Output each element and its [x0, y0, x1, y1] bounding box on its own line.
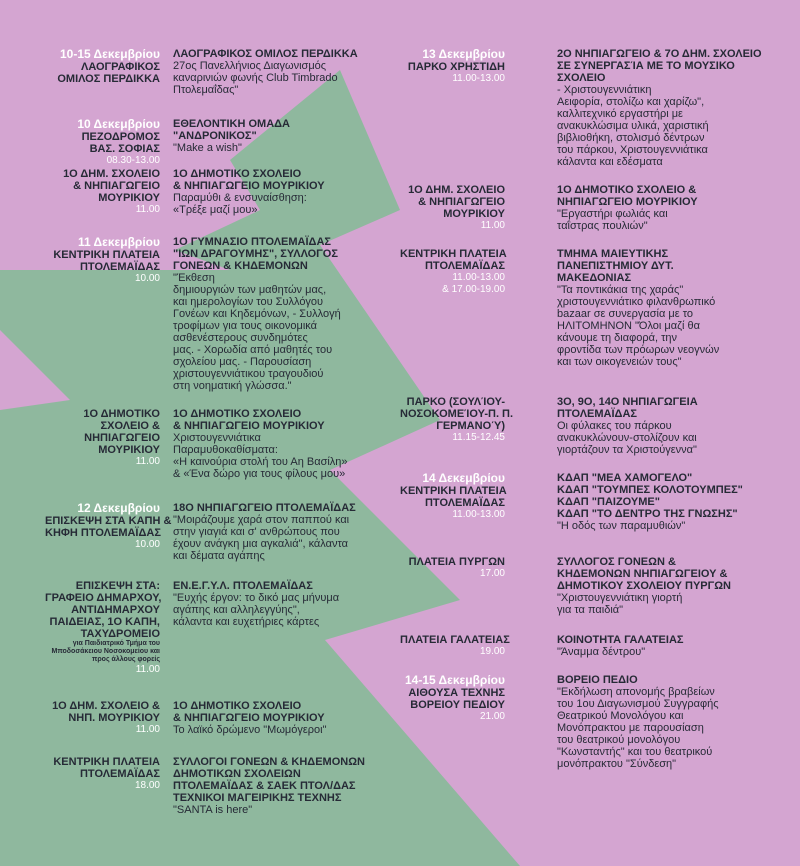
- event-organizer: 18Ο ΝΗΠΙΑΓΩΓΕΙΟ ΠΤΟΛΕΜΑΪΔΑΣ: [173, 502, 356, 514]
- event-organizer: 1Ο ΔΗΜΟΤΙΚΟ ΣΧΟΛΕΙΟ: [173, 408, 302, 420]
- event-description: ταΐστρας πουλιών": [557, 220, 648, 232]
- event-place: ΓΡΑΦΕΙΟ ΔΗΜΑΡΧΟΥ,: [45, 592, 162, 604]
- event-date: 12 Δεκεμβρίου: [77, 501, 160, 515]
- event-organizer: ΚΗΔΕΜΟΝΩΝ ΝΗΠΙΑΓΩΓΕΙΟΥ &: [557, 568, 728, 580]
- event-time: 11.00: [135, 204, 160, 215]
- event-place: & ΝΗΠΙΑΓΩΓΕΙΟ: [418, 196, 505, 208]
- event-description: Θεατρικού Μονολόγου και: [557, 710, 684, 722]
- event-description: Το λαϊκό δρώμενο "Μωμόγεροι": [173, 724, 327, 736]
- event-place: ΓΕΡΜΑΝΟΎ): [436, 420, 505, 432]
- event-date: 14 Δεκεμβρίου: [422, 471, 505, 485]
- event-description: & «Ένα δώρο για τους φίλους μου»: [173, 468, 346, 480]
- event-description: αγάπης και αλληλεγγύης",: [173, 604, 300, 616]
- event-time: 18.00: [134, 780, 160, 791]
- event-details: [173, 756, 365, 816]
- event-details: [557, 674, 719, 770]
- event-place: ΜΟΥΡΙΚΙΟΥ: [443, 208, 505, 220]
- event-where-when: [45, 118, 160, 167]
- event-where-when: [400, 48, 505, 85]
- event-organizer: & ΝΗΠΙΑΓΩΓΕΙΟ ΜΟΥΡΙΚΙΟΥ: [173, 712, 325, 724]
- event-organizer: ΚΔΑΠ "ΤΟΥΜΠΕΣ ΚΟΛΟΤΟΥΜΠΕΣ": [557, 484, 743, 496]
- event-description: δημιουργιών των μαθητών μας,: [173, 284, 327, 296]
- event-organizer: ΝΗΠΙΑΓΩΓΕΙΟ ΜΟΥΡΙΚΙΟΥ: [557, 196, 698, 208]
- event-place: ΟΜΙΛΟΣ ΠΕΡΔΙΚΚΑ: [57, 73, 160, 85]
- event-note: προς άλλους φορείς: [91, 656, 160, 663]
- event-organizer: ΚΔΑΠ "ΜΕΑ ΧΑΜΟΓΕΛΟ": [557, 472, 693, 484]
- event-description: κάνουμε τη διαφορά, την: [557, 332, 678, 344]
- event-details: [173, 236, 341, 392]
- event-place: ΠΑΙΔΕΙΑΣ, 1Ο ΚΑΠΗ,: [49, 616, 160, 628]
- event-where-when: [45, 580, 160, 676]
- event-description: χριστουγεννιάτικο φιλανθρωπικό: [557, 296, 716, 308]
- event-place: ΑΙΘΟΥΣΑ ΤΕΧΝΗΣ: [408, 687, 505, 699]
- event-description: "Ευχής έργον: το δικό μας μήνυμα: [173, 592, 340, 604]
- event-place: ΠΤΟΛΕΜΑΪΔΑΣ: [79, 261, 160, 273]
- event-description: "Έκθεση: [173, 272, 215, 284]
- event-description: «Τρέξε μαζί μου»: [173, 204, 258, 216]
- event-organizer: ΚΔΑΠ "ΤΟ ΔΕΝΤΡΟ ΤΗΣ ΓΝΩΣΗΣ": [557, 508, 738, 520]
- event-organizer: ΣΧΟΛΕΙΟ: [557, 72, 606, 84]
- event-organizer: 1Ο ΔΗΜΟΤΙΚΟ ΣΧΟΛΕΙΟ: [173, 700, 302, 712]
- event-place: ΕΠΙΣΚΕΨΗ ΣΤΑ ΚΑΠΗ &: [45, 515, 172, 527]
- event-note: για Παιδιατρικό Τμήμα του: [72, 640, 160, 647]
- event-organizer: ΕΝ.Ε.Γ.Υ.Λ. ΠΤΟΛΕΜΑΪΔΑΣ: [173, 580, 313, 592]
- event-description: "Make a wish": [173, 142, 242, 154]
- event-where-when: [45, 408, 160, 468]
- event-description: του 1ου Διαγωνισμού Συγγραφής: [557, 698, 719, 710]
- event-time: & 17.00-19.00: [442, 284, 505, 295]
- event-where-when: [400, 556, 505, 580]
- event-time: 11.00: [135, 456, 160, 467]
- event-organizer: ΚΟΙΝΟΤΗΤΑ ΓΑΛΑΤΕΙΑΣ: [557, 634, 684, 646]
- event-details: [173, 580, 339, 628]
- event-description: και δέματα αγάπης: [173, 550, 265, 562]
- event-details: [557, 556, 731, 616]
- event-time: 10.00: [134, 273, 160, 284]
- event-description: γιορτάζουν τα Χριστούγεννα": [557, 444, 697, 456]
- event-date: 13 Δεκεμβρίου: [422, 47, 505, 61]
- event-place: ΚΕΝΤΡΙΚΗ ΠΛΑΤΕΙΑ: [400, 485, 507, 497]
- event-place: ΝΟΣΟΚΟΜΕΊΟΥ-Π. Π.: [400, 408, 514, 420]
- event-description: τροφίμων για τους οικονομικά: [173, 320, 317, 332]
- event-where-when: [45, 168, 160, 216]
- event-organizer: 1Ο ΓΥΜΝΑΣΙΟ ΠΤΟΛΕΜΑΪΔΑΣ: [173, 236, 332, 248]
- event-details: [557, 184, 698, 232]
- event-description: φροντίδα των πρόωρων νεογνών: [557, 344, 720, 356]
- event-description: του θεατρικού μονολόγου: [557, 734, 681, 746]
- event-organizer: 1Ο ΔΗΜΟΤΙΚΟ ΣΧΟΛΕΙΟ &: [557, 184, 697, 196]
- event-place: ΚΗΦΗ ΠΤΟΛΕΜΑΪΔΑΣ: [45, 527, 161, 539]
- event-organizer: ΠΤΟΛΕΜΑΪΔΑΣ & ΣΑΕΚ ΠΤΟΛ/ΔΑΣ: [173, 780, 356, 792]
- event-description: "Κωνσταντής" και του θεατρικού: [557, 746, 713, 758]
- event-details: [173, 408, 348, 480]
- event-place: ΤΑΧΥΔΡΟΜΕΙΟ: [80, 628, 160, 640]
- event-details: [173, 700, 326, 736]
- event-organizer: ΓΟΝΕΩΝ & ΚΗΔΕΜΟΝΩΝ: [173, 260, 308, 272]
- event-time: 10.00: [134, 539, 160, 550]
- event-description: Μονόπρακτου με παρουσίαση: [557, 722, 704, 734]
- event-where-when: [400, 674, 505, 723]
- event-description: "Χριστουγεννιάτικη γιορτή: [557, 592, 683, 604]
- event-description: καλλιτεχνικό εργαστήρι με: [557, 108, 683, 120]
- event-organizer: & ΝΗΠΙΑΓΩΓΕΙΟ ΜΟΥΡΙΚΙΟΥ: [173, 420, 325, 432]
- event-time: 11.00-13.00: [452, 73, 505, 84]
- event-description: Παραμυθοκαθίσματα:: [173, 444, 278, 456]
- event-organizer: ΠΑΝΕΠΙΣΤΗΜΙΟΥ ΔΥΤ.: [557, 260, 674, 272]
- event-where-when: [400, 248, 505, 296]
- event-place: ΒΟΡΕΙΟΥ ΠΕΔΙΟΥ: [410, 699, 505, 711]
- event-place: 1Ο ΔΗΜ. ΣΧΟΛΕΙΟ &: [52, 700, 160, 712]
- event-place: ΚΕΝΤΡΙΚΗ ΠΛΑΤΕΙΑ: [400, 248, 507, 260]
- event-details: [557, 396, 698, 456]
- event-place: ΝΗΠ. ΜΟΥΡΙΚΙΟΥ: [68, 712, 160, 724]
- event-place: ΠΑΡΚΟ ΧΡΗΣΤΙΔΗ: [407, 61, 505, 73]
- event-description: για τα παιδιά": [557, 604, 624, 616]
- event-organizer: ΔΗΜΟΤΙΚΩΝ ΣΧΟΛΕΙΩΝ: [173, 768, 301, 780]
- event-place: 1Ο ΔΗΜΟΤΙΚΟ: [83, 408, 160, 420]
- event-where-when: [400, 472, 505, 521]
- event-organizer: ΚΔΑΠ "ΠΑΙΖΟΥΜΕ": [557, 496, 660, 508]
- event-place: ΝΗΠΙΑΓΩΓΕΙΟ: [84, 432, 160, 444]
- event-place: ΕΠΙΣΚΕΨΗ ΣΤΑ:: [75, 580, 160, 592]
- event-description: "Άναμμα δέντρου": [557, 646, 646, 658]
- event-date: 11 Δεκεμβρίου: [77, 235, 160, 249]
- event-organizer: ΛΑΟΓΡΑΦΙΚΟΣ ΟΜΙΛΟΣ ΠΕΡΔΙΚΚΑ: [173, 48, 358, 60]
- event-time: 08.30-13.00: [106, 155, 160, 166]
- event-place: ΚΕΝΤΡΙΚΗ ΠΛΑΤΕΙΑ: [53, 756, 160, 768]
- event-organizer: ΕΘΕΛΟΝΤΙΚΗ ΟΜΑΔΑ: [173, 118, 291, 130]
- event-description: "Εργαστήρι φωλιάς και: [557, 208, 668, 220]
- event-organizer: 3Ο, 9Ο, 14Ο ΝΗΠΙΑΓΩΓΕΙΑ: [557, 396, 698, 408]
- event-description: "Τα ποντικάκια της χαράς": [557, 284, 684, 296]
- event-organizer: ΔΗΜΟΤΙΚΟΥ ΣΧΟΛΕΙΟΥ ΠΥΡΓΩΝ: [557, 580, 731, 592]
- event-date: 14-15 Δεκεμβρίου: [404, 673, 505, 687]
- event-description: Οι φύλακες του πάρκου: [557, 420, 672, 432]
- event-description: κάλαντα και ευχετήριες κάρτες: [173, 616, 320, 628]
- event-time: 21.00: [479, 711, 505, 722]
- event-place: ΠΑΡΚΟ (ΣΟΥΛΊΟΥ-: [406, 396, 505, 408]
- event-details: [173, 48, 358, 96]
- event-description: σχολείου μας. - Παρουσίαση: [173, 356, 312, 368]
- event-place: ΣΧΟΛΕΙΟ &: [100, 420, 160, 432]
- event-description: στη νοηματική γλώσσα.": [173, 380, 292, 392]
- event-organizer: ΣΥΛΛΟΓΟΣ ΓΟΝΕΩΝ &: [557, 556, 676, 568]
- event-description: καναρινιών φωνής Club Timbrado: [173, 72, 338, 84]
- event-time: 11.00-13.00: [452, 272, 505, 283]
- event-details: [557, 634, 684, 658]
- event-where-when: [45, 236, 160, 285]
- event-description: ασθενέστερους συνδημότες: [173, 332, 308, 344]
- event-time: 11.15-12.45: [452, 432, 505, 443]
- event-details: [173, 502, 356, 562]
- event-place: ΛΑΟΓΡΑΦΙΚΟΣ: [80, 61, 160, 73]
- event-description: - Χριστουγεννιάτικη: [557, 84, 652, 96]
- event-where-when: [45, 700, 160, 736]
- event-organizer: ΤΕΧΝΙΚΟΙ ΜΑΓΕΙΡΙΚΗΣ ΤΕΧΝΗΣ: [173, 792, 342, 804]
- event-description: μας. - Χορωδία από μαθητές του: [173, 344, 333, 356]
- event-organizer: "ΙΩΝ ΔΡΑΓΟΥΜΗΣ", ΣΥΛΛΟΓΟΣ: [173, 248, 338, 260]
- event-description: Παραμύθι & ενσυναίσθηση:: [173, 192, 307, 204]
- event-description: βιβλιοθήκη, στολισμό δέντρων: [557, 132, 705, 144]
- event-date: 10 Δεκεμβρίου: [77, 117, 160, 131]
- event-where-when: [400, 396, 514, 444]
- event-time: 19.00: [479, 646, 505, 657]
- event-place: ΠΛΑΤΕΙΑ ΓΑΛΑΤΕΙΑΣ: [400, 634, 510, 646]
- event-organizer: 2Ο ΝΗΠΙΑΓΩΓΕΙΟ & 7Ο ΔΗΜ. ΣΧΟΛΕΙΟ: [557, 48, 762, 60]
- event-where-when: [45, 48, 160, 85]
- event-description: Χριστουγεννιάτικα: [173, 432, 261, 444]
- event-place: ΠΤΟΛΕΜΑΪΔΑΣ: [424, 260, 505, 272]
- event-where-when: [45, 501, 172, 551]
- event-description: Πτολεμαΐδας": [173, 84, 239, 96]
- event-organizer: 1Ο ΔΗΜΟΤΙΚΟ ΣΧΟΛΕΙΟ: [173, 168, 302, 180]
- event-place: ΚΕΝΤΡΙΚΗ ΠΛΑΤΕΙΑ: [53, 249, 160, 261]
- event-description: του πάρκου, Χριστουγεννιάτικα: [557, 144, 708, 156]
- event-description: "Εκδήλωση απονομής βραβείων: [557, 686, 715, 698]
- event-description: Γονέων και Κηδεμόνων, - Συλλογή: [173, 308, 341, 320]
- event-time: 11.00-13.00: [452, 509, 505, 520]
- event-description: "SANTA is here": [173, 804, 253, 816]
- event-where-when: [45, 756, 160, 792]
- event-description: "Μοιράζουμε χαρά στον παππού και: [173, 514, 350, 526]
- event-organizer: ΣΥΛΛΟΓΟΙ ΓΟΝΕΩΝ & ΚΗΔΕΜΟΝΩΝ: [173, 756, 365, 768]
- event-details: [173, 168, 325, 216]
- event-organizer: ΜΑΚΕΔΟΝΙΑΣ: [557, 272, 632, 284]
- event-where-when: [400, 184, 505, 232]
- event-description: στην γιαγιά και σ' ανθρώπους που: [173, 526, 340, 538]
- event-description: ανακυκλώσιμα υλικά, χαριστική: [557, 120, 709, 132]
- event-place: 1Ο ΔΗΜ. ΣΧΟΛΕΙΟ: [63, 168, 160, 180]
- event-place: 1Ο ΔΗΜ. ΣΧΟΛΕΙΟ: [408, 184, 505, 196]
- event-description: ανακυκλώνουν-στολίζουν και: [557, 432, 697, 444]
- event-description: "Η οδός των παραμυθιών": [557, 520, 686, 532]
- event-organizer: "ΑΝΔΡΟΝΙΚΟΣ": [173, 130, 257, 142]
- event-time: 17.00: [479, 568, 505, 579]
- event-place: ΠΤΟΛΕΜΑΪΔΑΣ: [424, 497, 505, 509]
- event-description: bazaar σε συνεργασία με το: [557, 308, 694, 320]
- event-organizer: ΒΟΡΕΙΟ ΠΕΔΙΟ: [557, 674, 638, 686]
- event-details: [173, 118, 290, 154]
- event-where-when: [400, 634, 510, 658]
- event-description: και ημερολογίων του Συλλόγου: [173, 296, 324, 308]
- event-organizer: ΠΤΟΛΕΜΑΪΔΑΣ: [557, 408, 638, 420]
- event-place: ΜΟΥΡΙΚΙΟΥ: [98, 192, 160, 204]
- event-place: ΠΛΑΤΕΙΑ ΠΥΡΓΩΝ: [408, 556, 505, 568]
- event-description: έχουν ανάγκη μια αγκαλιά", κάλαντα: [173, 538, 349, 550]
- event-organizer: ΣΕ ΣΥΝΕΡΓΑΣΊΑ ΜΕ ΤΟ ΜΟΥΣΙΚΟ: [557, 60, 735, 72]
- event-date: 10-15 Δεκεμβρίου: [59, 47, 160, 61]
- event-place: ΠΤΟΛΕΜΑΪΔΑΣ: [79, 768, 160, 780]
- event-place: ΒΑΣ. ΣΟΦΙΑΣ: [89, 143, 160, 155]
- event-time: 11.00: [135, 724, 160, 735]
- event-details: [557, 472, 743, 532]
- event-place: & ΝΗΠΙΑΓΩΓΕΙΟ: [73, 180, 160, 192]
- event-place: ΑΝΤΙΔΗΜΑΡΧΟΥ: [71, 604, 160, 616]
- event-details: [557, 48, 762, 168]
- event-description: χριστουγεννιάτικου τραγουδιού: [173, 368, 324, 380]
- event-organizer: & ΝΗΠΙΑΓΩΓΕΙΟ ΜΟΥΡΙΚΙΟΥ: [173, 180, 325, 192]
- event-details: [557, 248, 719, 368]
- event-place: ΜΟΥΡΙΚΙΟΥ: [98, 444, 160, 456]
- event-description: και των οικογενειών τους": [557, 356, 682, 368]
- event-time: 11.00: [480, 220, 505, 231]
- event-place: ΠΕΖΟΔΡΟΜΟΣ: [81, 131, 160, 143]
- event-description: μονόπρακτου "Σύνδεση": [557, 758, 677, 770]
- event-description: 27ος Πανελλήνιος Διαγωνισμός: [173, 60, 327, 72]
- event-time: 11.00: [135, 664, 160, 675]
- event-description: «Η καινούρια στολή του Αη Βασίλη»: [173, 456, 348, 468]
- event-description: ΗΛΙΤΟΜΗΝΟΝ "Όλοι μαζί θα: [557, 320, 700, 332]
- event-description: Αειφορία, στολίζω και χαρίζω",: [557, 96, 705, 108]
- event-organizer: ΤΜΗΜΑ ΜΑΙΕΥΤΙΚΗΣ: [557, 248, 669, 260]
- event-note: Μποδοσάκειου Νοσοκομείου και: [51, 648, 160, 655]
- event-description: κάλαντα και εδέσματα: [557, 156, 663, 168]
